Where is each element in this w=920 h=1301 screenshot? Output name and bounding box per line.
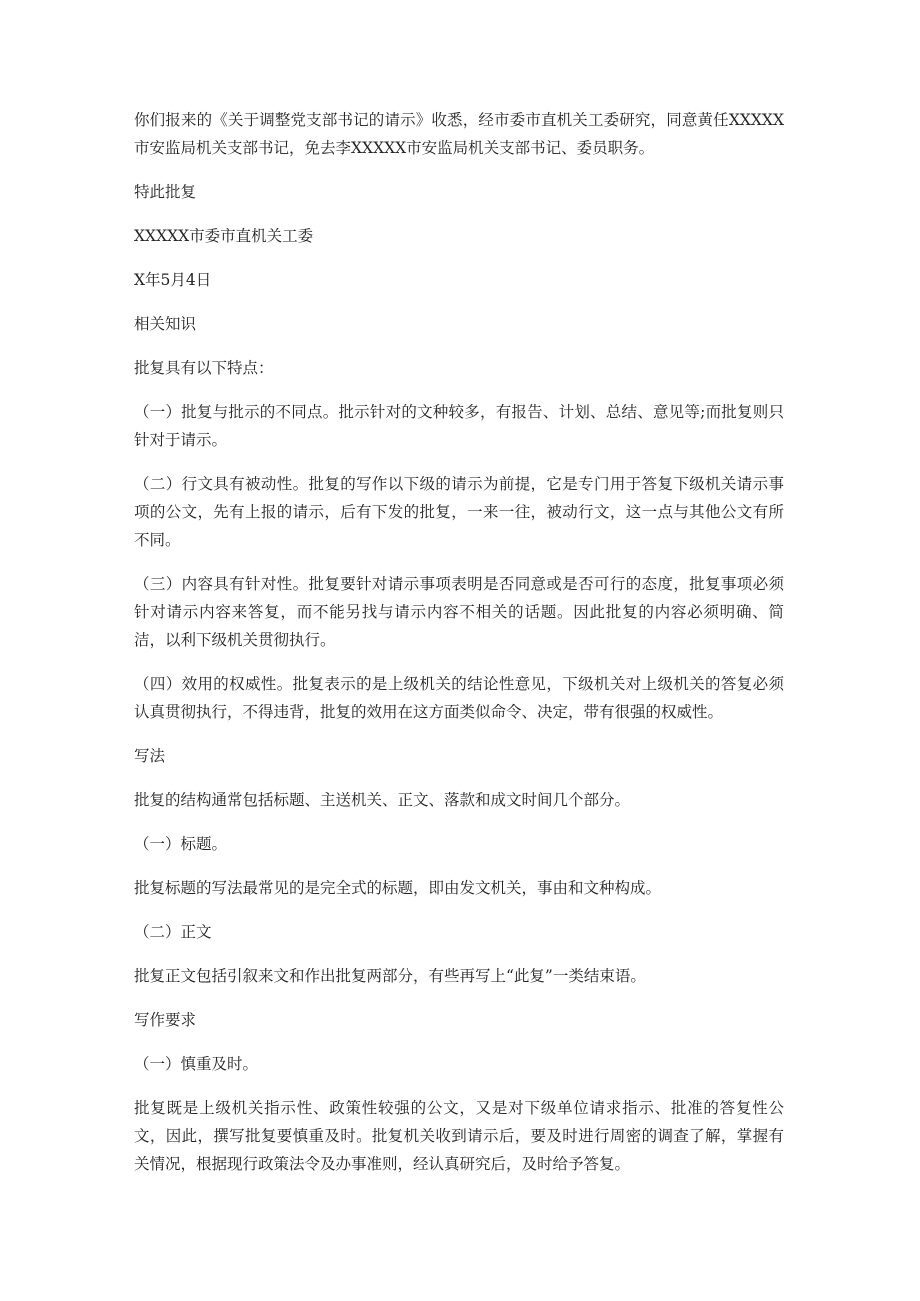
section-heading-writing-requirements: 写作要求 bbox=[134, 1011, 197, 1029]
main-text-description: 批复正文包括引叙来文和作出批复两部分，有些再写上“此复”一类结束语。 bbox=[134, 967, 646, 985]
features-intro: 批复具有以下特点： bbox=[134, 359, 274, 377]
subheading-careful-timely: （一）慎重及时。 bbox=[134, 1055, 259, 1073]
subheading-main-text: （二）正文 bbox=[134, 923, 212, 941]
title-description: 批复标题的写法最常见的是完全式的标题，即由发文机关，事由和文种构成。 bbox=[134, 879, 662, 897]
careful-timely-description: 批复既是上级机关指示性、政策性较强的公文，又是对下级单位请求指示、批准的答复性公文，因此，撰写批复要慎重及时。批复机关收到请示后，要及时进行周密的调查了解，掌握有关情况，根据现行政策法令及办事准则，经认真研究后，及时给予答复。 bbox=[134, 1099, 784, 1173]
feature-item-4: （四）效用的权威性。批复表示的是上级机关的结论性意见，下级机关对上级机关的答复必须认真贯彻执行，不得违背，批复的效用在这方面类似命令、决定，带有很强的权威性。 bbox=[134, 675, 784, 721]
feature-item-3: （三）内容具有针对性。批复要针对请示事项表明是否同意或是否可行的态度，批复事项必须针对请示内容来答复，而不能另找与请示内容不相关的话题。因此批复的内容必须明确、简洁，以利下级机关贯彻执行。 bbox=[134, 575, 784, 649]
reply-body-paragraph: 你们报来的《关于调整党支部书记的请示》收悉，经市委市直机关工委研究，同意黄任XXXXX市安监局机关支部书记，免去李XXXXX市安监局机关支部书记、委员职务。 bbox=[134, 111, 784, 157]
closing-phrase: 特此批复 bbox=[134, 183, 197, 201]
section-heading-related-knowledge: 相关知识 bbox=[134, 315, 197, 333]
feature-item-2: （二）行文具有被动性。批复的写作以下级的请示为前提，它是专门用于答复下级机关请示事项的公文，先有上报的请示，后有下发的批复，一来一往，被动行文，这一点与其他公文有所不同。 bbox=[134, 475, 784, 549]
section-heading-writing-method: 写法 bbox=[134, 747, 166, 765]
subheading-title: （一）标题。 bbox=[134, 835, 228, 853]
feature-item-1: （一）批复与批示的不同点。批示针对的文种较多，有报告、计划、总结、意见等;而批复则只针对于请示。 bbox=[134, 403, 784, 449]
issuing-organization: XXXXX市委市直机关工委 bbox=[134, 227, 314, 245]
document-body bbox=[134, 106, 784, 1194]
issue-date: X年5月4日 bbox=[134, 271, 212, 289]
structure-paragraph: 批复的结构通常包括标题、主送机关、正文、落款和成文时间几个部分。 bbox=[134, 791, 631, 809]
